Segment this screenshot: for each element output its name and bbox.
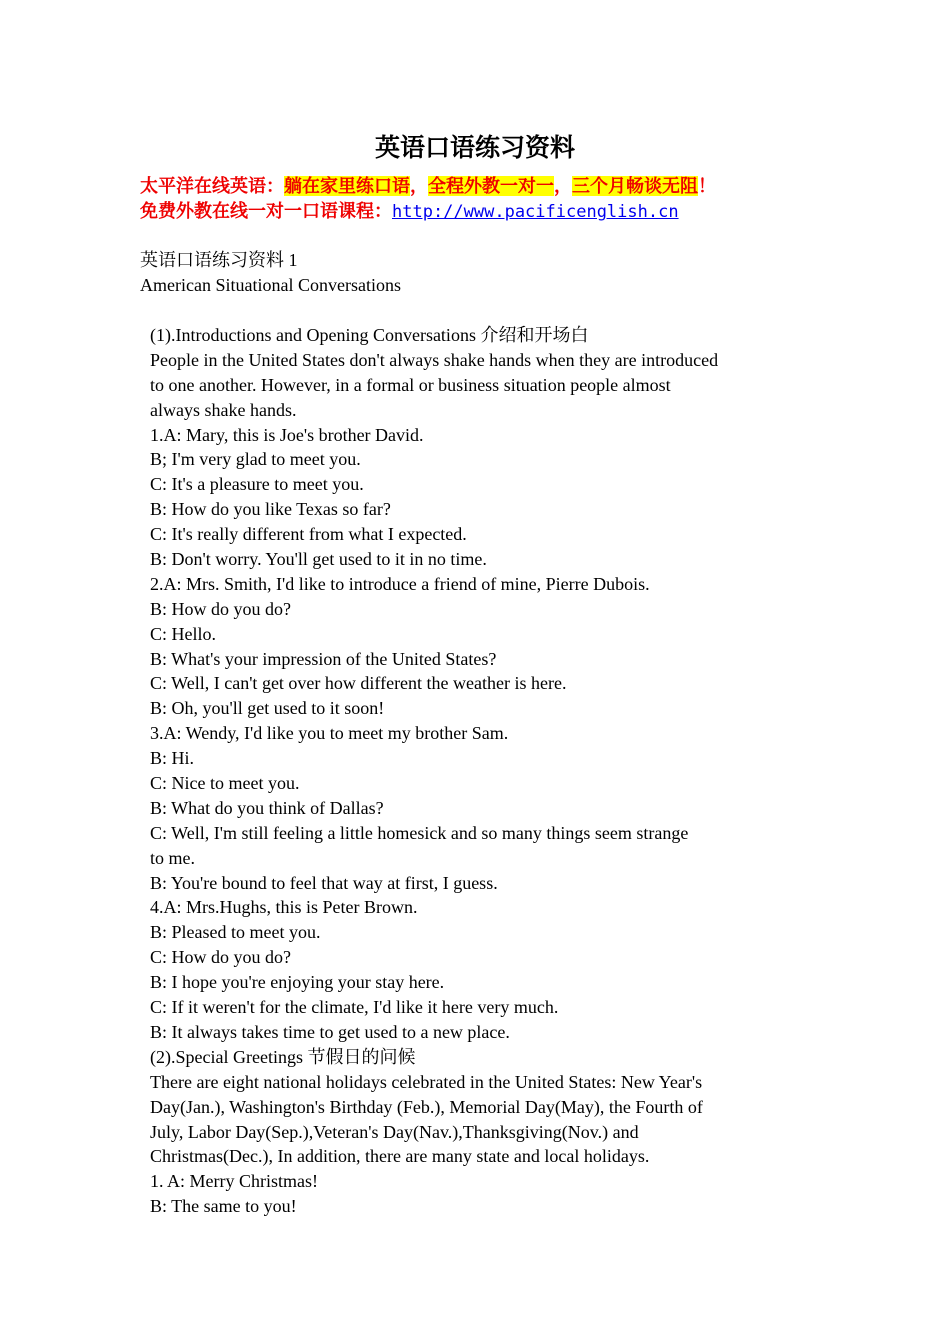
section-subtitle: American Situational Conversations [140,275,401,295]
promo-line-1 [140,173,716,199]
text-line: B; I'm very glad to meet you. [150,449,361,470]
text-line: B: Don't worry. You'll get used to it in no time. [150,549,487,570]
text-line: B: Pleased to meet you. [150,922,321,943]
section-title: 英语口语练习资料 1 [140,250,298,270]
text-line: C: If it weren't for the climate, I'd like it here very much. [150,997,559,1018]
promo-prefix: 太平洋在线英语： [140,176,284,196]
document-title: 英语口语练习资料 [374,135,575,162]
text-line: B: You're bound to feel that way at first, I guess. [150,872,498,893]
text-line: B: What's your impression of the United States? [150,648,497,669]
text-line: B: What do you think of Dallas? [150,797,384,818]
conversation-text [150,323,770,1219]
promo-separator-1: ， [410,176,428,196]
promo-suffix: ！ [698,176,716,196]
text-line: C: How do you do? [150,947,291,968]
promo-highlight-3: 三个月畅谈无阻 [572,176,698,196]
text-line: 1.A: Mary, this is Joe's brother David. [150,424,424,445]
promo-website-link[interactable]: http://www.pacificenglish.cn [392,202,679,222]
text-line: B: Hi. [150,748,195,769]
promo-separator-2: ， [554,176,572,196]
text-line: B: How do you do? [150,598,291,619]
text-line: July, Labor Day(Sep.),Veteran's Day(Nav.),Thanksgiving(Nov.) and [150,1121,639,1142]
text-line: 1. A: Merry Christmas! [150,1171,318,1192]
text-line: (2).Special Greetings 节假日的问候 [150,1046,416,1067]
text-line: always shake hands. [150,399,297,420]
text-line: 3.A: Wendy, I'd like you to meet my brother Sam. [150,723,509,744]
text-line: to me. [150,847,195,868]
text-line: 2.A: Mrs. Smith, I'd like to introduce a friend of mine, Pierre Dubois. [150,573,650,594]
text-line: (1).Introductions and Opening Conversations 介绍和开场白 [150,325,589,345]
text-line: C: It's really different from what I expected. [150,524,467,545]
text-line: C: Well, I'm still feeling a little homesick and so many things seem strange [150,822,689,843]
promo-highlight-2: 全程外教一对一 [428,176,554,196]
text-line: C: Nice to meet you. [150,773,300,794]
text-line: People in the United States don't always shake hands when they are introduced [150,349,719,370]
text-line: C: It's a pleasure to meet you. [150,474,364,495]
text-line: Christmas(Dec.), In addition, there are many state and local holidays. [150,1146,650,1167]
promo-highlight-1: 躺在家里练口语 [284,176,410,196]
text-line: B: I hope you're enjoying your stay here. [150,972,445,993]
text-line: to one another. However, in a formal or business situation people almost [150,374,671,395]
text-line: B: Oh, you'll get used to it soon! [150,698,385,719]
text-line: Day(Jan.), Washington's Birthday (Feb.), Memorial Day(May), the Fourth of [150,1096,703,1117]
text-line: C: Hello. [150,623,216,644]
text-line: 4.A: Mrs.Hughs, this is Peter Brown. [150,897,418,918]
promo-course-label: 免费外教在线一对一口语课程： [140,201,392,221]
promo-line-2 [140,198,679,225]
text-line: C: Well, I can't get over how different the weather is here. [150,673,567,694]
text-line: B: How do you like Texas so far? [150,499,391,520]
text-line: B: It always takes time to get used to a new place. [150,1021,510,1042]
text-line: There are eight national holidays celebrated in the United States: New Year's [150,1071,703,1092]
text-line: B: The same to you! [150,1196,297,1217]
